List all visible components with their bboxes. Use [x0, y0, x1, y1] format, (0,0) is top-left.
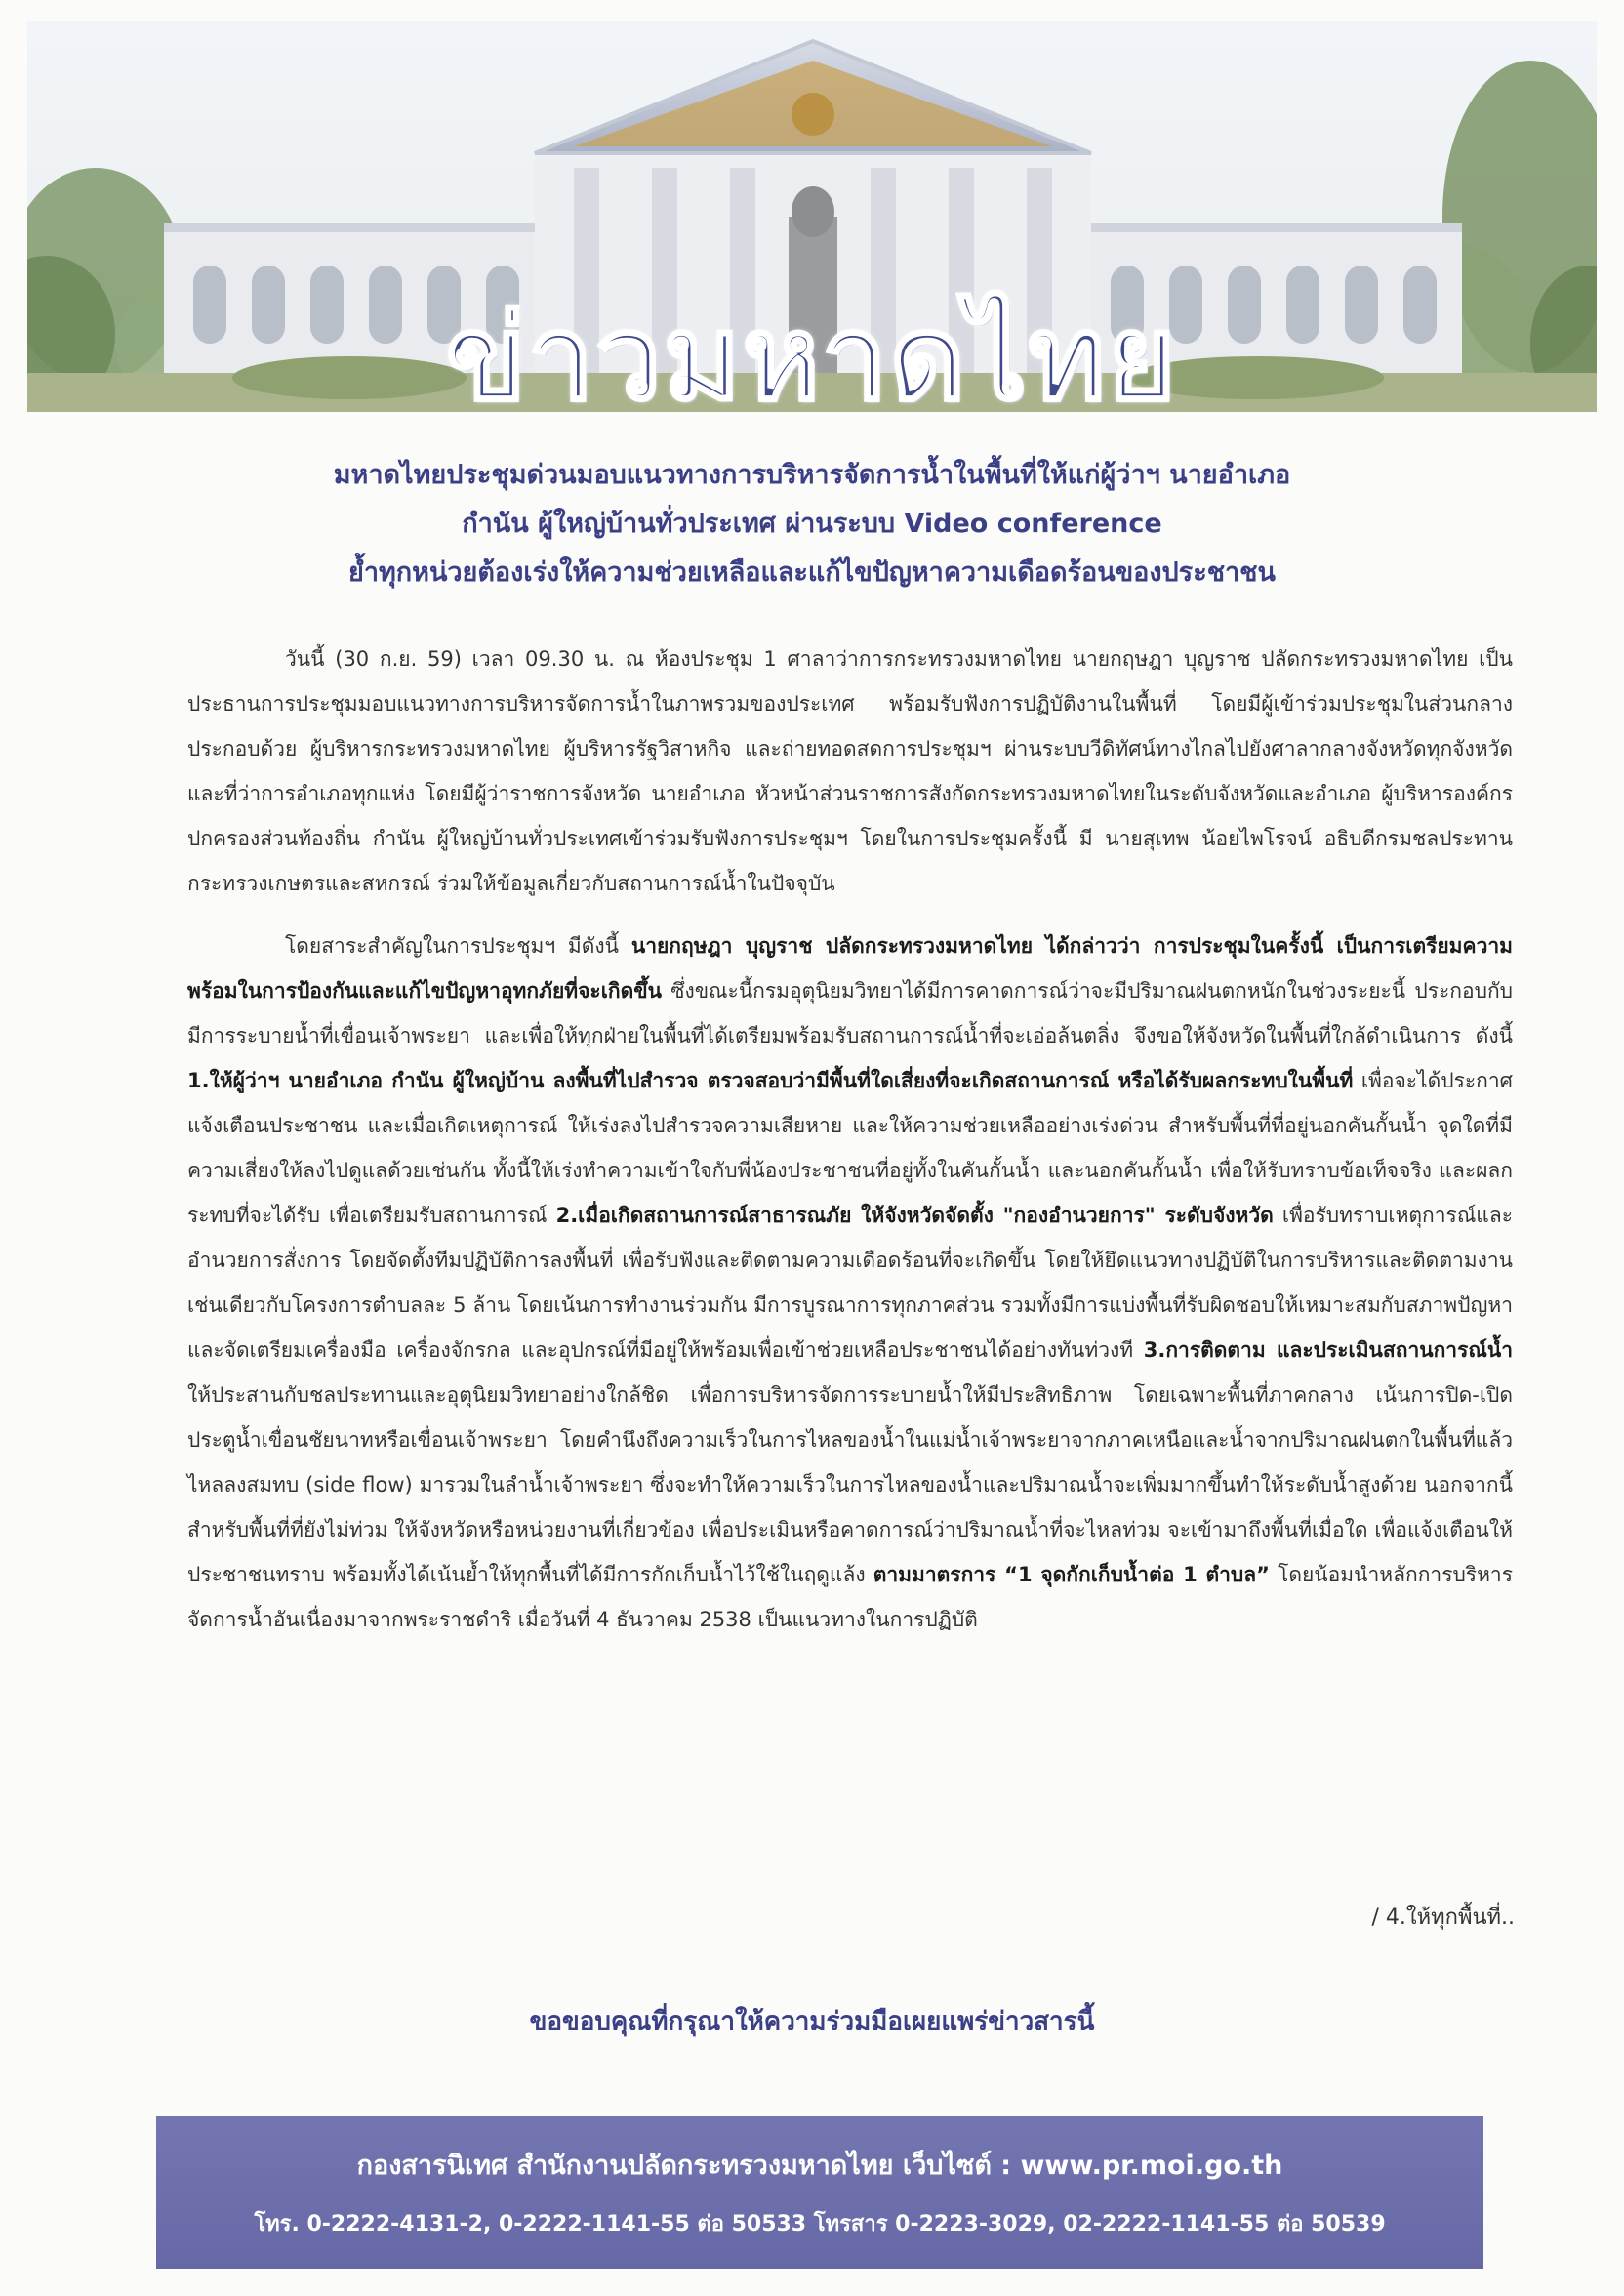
headline-line-2: กำนัน ผู้ใหญ่บ้านทั่วประเทศ ผ่านระบบ Video conference — [462, 509, 1162, 539]
p2-bold-2: 1.ให้ผู้ว่าฯ นายอำเภอ กำนัน ผู้ใหญ่บ้าน ลงพื้นที่ไปสำรวจ ตรวจสอบว่ามีพื้นที่ใดเสี่ยงที่จะเกิดสถานการณ์ หรือได้รับผลกระทบในพื้นที่ — [187, 1069, 1354, 1092]
thanks-note: ขอขอบคุณที่กรุณาให้ความร่วมมือเผยแพร่ข่าวสารนี้ — [529, 2007, 1095, 2036]
p2-bold-3: 2.เมื่อเกิดสถานการณ์สาธารณภัย ให้จังหวัดจัดตั้ง "กองอำนวยการ" ระดับจังหวัด — [555, 1204, 1274, 1227]
p2-text-1: โดยสาระสำคัญในการประชุมฯ มีดังนี้ — [285, 934, 631, 958]
header-banner — [27, 21, 1597, 412]
headline-line-3: ย้ำทุกหน่วยต้องเร่งให้ความช่วยเหลือและแก้ไขปัญหาความเดือดร้อนของประชาชน — [348, 557, 1276, 588]
p2-text-6: โดยน้อมนำหลักการบริหารจัดการน้ำอันเนื่องมาจากพระราชดำริ เมื่อวันที่ 4 ธันวาคม 2538 เป็นแนวทางในการปฏิบัติ — [187, 1563, 1513, 1631]
p2-bold-4: 3.การติดตาม และประเมินสถานการณ์น้ำ — [1143, 1338, 1514, 1362]
p2-bold-1: นายกฤษฎา บุญราช ปลัดกระทรวงมหาดไทย ได้กล่าวว่า การประชุมในครั้งนี้ เป็นการเตรียมความพร้อมในการป้องกันและแก้ไขปัญหาอุทกภัยที่จะเกิดขึ้น — [187, 934, 1513, 1003]
p2-text-3: เพื่อจะได้ประกาศแจ้งเตือนประชาชน และเมื่อเกิดเหตุการณ์ ให้เร่งลงไปสำรวจความเสียหาย และให้ความช่วยเหลืออย่างเร่งด่วน สำหรับพื้นที่ที่อยู่นอกคันกั้นน้ำ จุดใดที่มีความเสี่ยงให้ลงไปดูแลด้วยเช่นกัน ทั้งนี้ให้เร่งทำความเข้าใจกับพี่น้องประชาชนที่อยู่ทั้งในคันกั้นน้ำ และนอกคันกั้นน้ำ เพื่อให้รับทราบข้อเท็จจริง และผลกระทบที่จะได้รับ เพื่อเตรียมรับสถานการณ์ — [187, 1069, 1513, 1227]
footer-office-website: กองสารนิเทศ สำนักงานปลัดกระทรวงมหาดไทย เว็บไซต์ : www.pr.moi.go.th — [356, 2151, 1283, 2181]
p2-text-2: ซึ่งขณะนี้กรมอุตุนิยมวิทยาได้มีการคาดการณ์ว่าจะมีปริมาณฝนตกหนักในช่วงระยะนี้ ประกอบกับ มีการระบายน้ำที่เขื่อนเจ้าพระยา และเพื่อให้ทุกฝ่ายในพื้นที่ได้เตรียมพร้อมรับสถานการณ์น้ำที่จะเอ่อล้นตลิ่ง จึงขอให้จังหวัดในพื้นที่ใกล้ดำเนินการ ดังนี้ — [187, 979, 1513, 1047]
p2-bold-5: ตามมาตรการ “1 จุดกักเก็บน้ำต่อ 1 ตำบล” — [873, 1563, 1270, 1586]
continuation-note: / 4.ให้ทุกพื้นที่.. — [1371, 1906, 1515, 1930]
article-body — [187, 636, 1513, 1660]
news-headline — [78, 451, 1546, 597]
p2-text-5: ให้ประสานกับชลประทานและอุตุนิยมวิทยาอย่างใกล้ชิด เพื่อการบริหารจัดการระบายน้ำให้มีประสิทธิภาพ โดยเฉพาะพื้นที่ภาคกลาง เน้นการปิด-เปิด ประตูน้ำเขื่อนชัยนาทหรือเขื่อนเจ้าพระยา โดยคำนึงถึงความเร็วในการไหลของน้ำในแม่น้ำเจ้าพระยาจากภาคเหนือและน้ำจากปริมาณฝนตกในพื้นที่แล้วไหลลงสมทบ (side flow) มารวมในลำน้ำเจ้าพระยา ซึ่งจะทำให้ความเร็วในการไหลของน้ำและปริมาณน้ำจะเพิ่มมากขึ้นทำให้ระดับน้ำสูงด้วย นอกจากนี้สำหรับพื้นที่ที่ยังไม่ท่วม ให้จังหวัดหรือหน่วยงานที่เกี่ยวข้อง เพื่อประเมินหรือคาดการณ์ว่าปริมาณน้ำที่จะไหลท่วม จะเข้ามาถึงพื้นที่เมื่อใด เพื่อแจ้งเตือนให้ประชาชนทราบ พร้อมทั้งได้เน้นย้ำให้ทุกพื้นที่ได้มีการกักเก็บน้ำไว้ใช้ในฤดูแล้ง — [187, 1383, 1513, 1586]
contact-footer — [156, 2116, 1483, 2269]
footer-phone-fax: โทร. 0-2222-4131-2, 0-2222-1141-55 ต่อ 50533 โทรสาร 0-2223-3029, 02-2222-1141-55 ต่อ 50539 — [254, 2212, 1386, 2236]
paragraph-1: วันนี้ (30 ก.ย. 59) เวลา 09.30 น. ณ ห้องประชุม 1 ศาลาว่าการกระทรวงมหาดไทย นายกฤษฎา บุญราช ปลัดกระทรวงมหาดไทย เป็นประธานการประชุมมอบแนวทางการบริหารจัดการน้ำในภาพรวมของประเทศ พร้อมรับฟังการปฏิบัติงานในพื้นที่ โดยมีผู้เข้าร่วมประชุมในส่วนกลาง ประกอบด้วย ผู้บริหารกระทรวงมหาดไทย ผู้บริหารรัฐวิสาหกิจ และถ่ายทอดสดการประชุมฯ ผ่านระบบวีดิทัศน์ทางไกลไปยังศาลากลางจังหวัดทุกจังหวัดและที่ว่าการอำเภอทุกแห่ง โดยมีผู้ว่าราชการจังหวัด นายอำเภอ หัวหน้าส่วนราชการสังกัดกระทรวงมหาดไทยในระดับจังหวัดและอำเภอ ผู้บริหารองค์กรปกครองส่วนท้องถิ่น กำนัน ผู้ใหญ่บ้านทั่วประเทศเข้าร่วมรับฟังการประชุมฯ โดยในการประชุมครั้งนี้ มี นายสุเทพ น้อยไพโรจน์ อธิบดีกรมชลประทาน กระทรวงเกษตรและสหกรณ์ ร่วมให้ข้อมูลเกี่ยวกับสถานการณ์น้ำในปัจจุบัน — [187, 647, 1513, 895]
headline-line-1: มหาดไทยประชุมด่วนมอบแนวทางการบริหารจัดการน้ำในพื้นที่ให้แก่ผู้ว่าฯ นายอำเภอ — [333, 460, 1291, 490]
paragraph-2 — [187, 923, 1513, 1642]
masthead-title: ข่าวมหาดไทย — [445, 291, 1179, 412]
p2-text-4: เพื่อรับทราบเหตุการณ์และอำนวยการสั่งการ โดยจัดตั้งทีมปฏิบัติการลงพื้นที่ เพื่อรับฟังและติดตามความเดือดร้อนที่จะเกิดขึ้น โดยให้ยึดแนวทางปฏิบัติในการบริหารและติดตามงาน เช่นเดียวกับโครงการตำบลละ 5 ล้าน โดยเน้นการทำงานร่วมกัน มีการบูรณาการทุกภาคส่วน รวมทั้งมีการแบ่งพื้นที่รับผิดชอบให้เหมาะสมกับสภาพปัญหา และจัดเตรียมเครื่องมือ เครื่องจักรกล และอุปกรณ์ที่มีอยู่ให้พร้อมเพื่อเข้าช่วยเหลือประชาชนได้อย่างทันท่วงที — [187, 1204, 1513, 1362]
